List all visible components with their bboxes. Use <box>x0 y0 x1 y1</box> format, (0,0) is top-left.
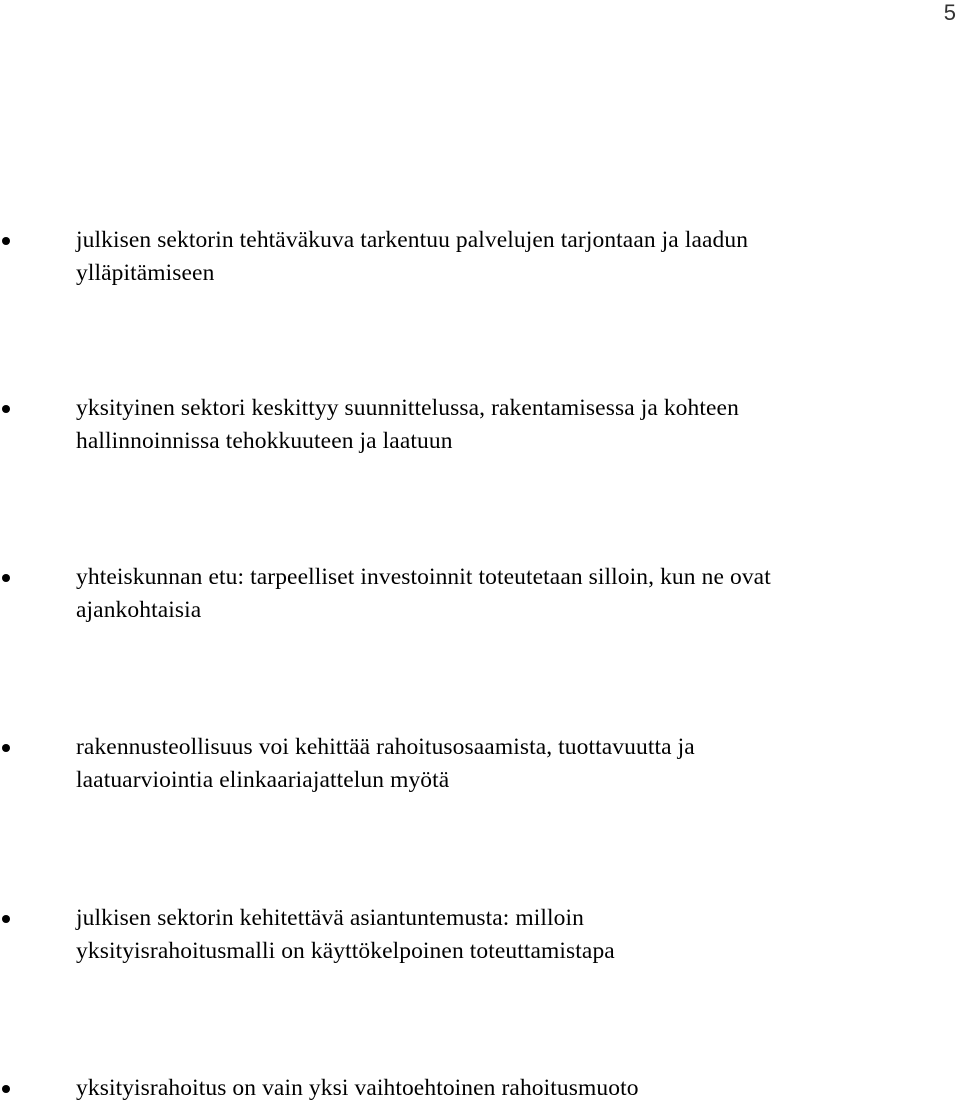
bullet-text <box>76 561 956 627</box>
bullet-line: yksityisrahoitusmalli on käyttökelpoinen toteuttamistapa <box>76 938 615 964</box>
bullet-dot-icon <box>2 744 10 752</box>
bullet-text <box>76 1072 956 1105</box>
bullet-text <box>76 902 956 968</box>
bullet-line: yksityisrahoitus on vain yksi vaihtoehtoinen rahoitusmuoto <box>76 1075 639 1101</box>
bullet-line: julkisen sektorin tehtäväkuva tarkentuu palvelujen tarjontaan ja laadun <box>76 227 749 253</box>
bullet-line: rakennusteollisuus voi kehittää rahoitusosaamista, tuottavuutta ja <box>76 734 695 760</box>
bullet-line: ylläpitämiseen <box>76 260 215 286</box>
bullet-dot-icon <box>2 574 10 582</box>
bullet-line: hallinnoinnissa tehokkuuteen ja laatuun <box>76 428 453 454</box>
bullet-dot-icon <box>2 915 10 923</box>
bullet-text <box>76 392 956 458</box>
bullet-dot-icon <box>2 237 10 245</box>
bullet-line: ajankohtaisia <box>76 597 202 623</box>
bullet-line: julkisen sektorin kehitettävä asiantuntemusta: milloin <box>76 905 584 931</box>
bullet-dot-icon <box>2 1085 10 1093</box>
page-number: 5 <box>943 0 956 25</box>
bullet-line: yksityinen sektori keskittyy suunnittelussa, rakentamisessa ja kohteen <box>76 395 739 421</box>
bullet-text <box>76 224 956 290</box>
bullet-text <box>76 731 956 797</box>
bullet-line: yhteiskunnan etu: tarpeelliset investoinnit toteutetaan silloin, kun ne ovat <box>76 564 771 590</box>
bullet-dot-icon <box>2 405 10 413</box>
bullet-line: laatuarviointia elinkaariajattelun myötä <box>76 767 450 793</box>
